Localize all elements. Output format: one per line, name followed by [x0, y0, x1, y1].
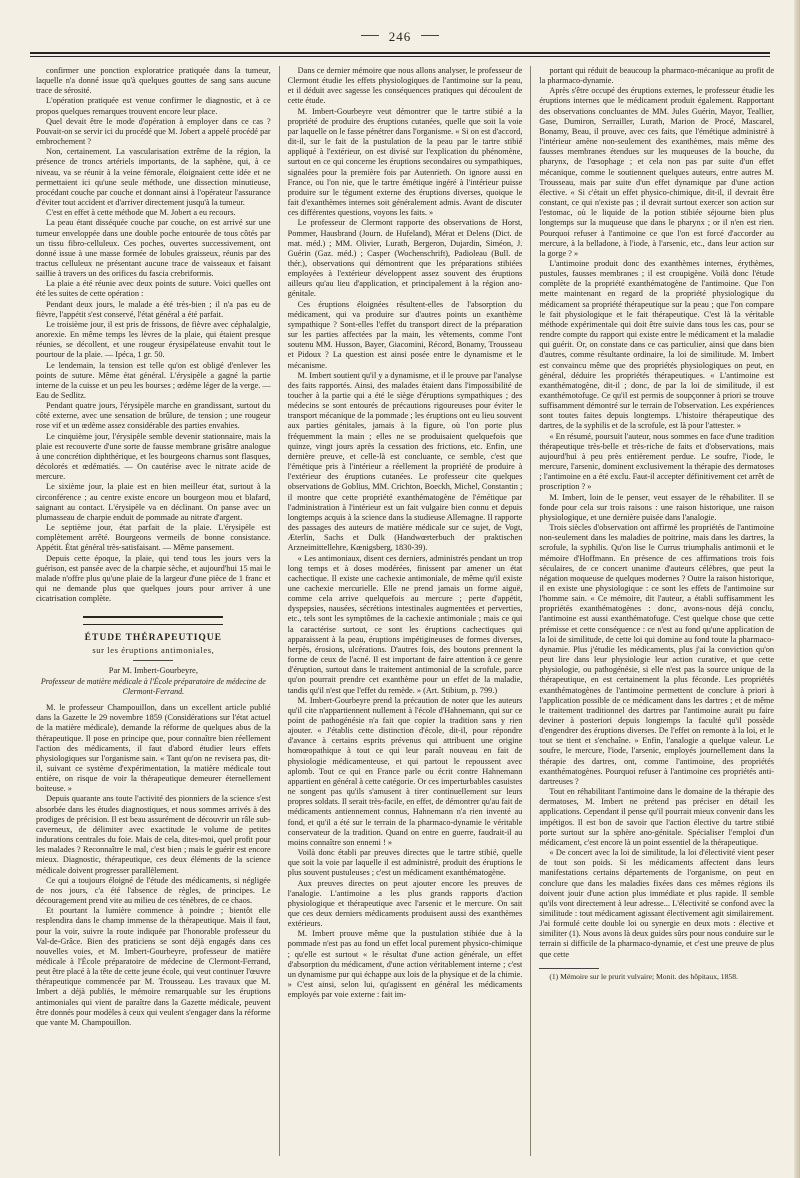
paragraph: M. le professeur Champouillon, dans un excellent article publié dans la Gazette le 29 novembre 1859 (Considérations sur l'état actuel de la matière médicale), demande la réforme de quelques abus de la thérapeutique. Il pose en principe que, pour connaître bien réellement l'action des médicaments, il faut d'abord étudier leurs effets physiologiques sur l'organisme sain. « Tant qu'on ne revisera pas, dit-il, suivant ce système d'expérimentation, la matière médicale tout entière, on risque de voir la thérapeutique demeurer éternellement boiteuse. »	[36, 703, 271, 794]
paragraph: M. Imbert-Gourbeyre veut démontrer que le tartre stibié a la propriété de produire des éruptions cutanées, quelle que soit la voie par laquelle on le fasse pénétrer dans l'organisme. « Si on est d'accord, dit-il, sur le fait de la pustulation de la peau par le tartre stibié appliqué à l'extérieur, on est divisé sur l'explication du phénomène, surtout en ce qui concerne les éruptions secondaires ou sympathiques, signalées pour la première fois par Autenrieth. On ignore aussi en France, ou l'on nie, que le tartre émétique ingéré à l'intérieur puisse produire sur le tégument externe des éruptions diverses, quoique le fait d'exanthèmes internes soit généralement admis. Avant de discuter ces différentes questions, voyons les faits. »	[287, 106, 523, 218]
article-paragraphs	[36, 703, 271, 1028]
page-header	[30, 26, 770, 48]
left-paragraphs	[36, 66, 271, 604]
paragraph: Voilà donc établi par preuves directes que le tartre stibié, quelle que soit la voie par laquelle il est administré, produit des éruptions le plus souvent pustuleuses ; c'est un médicament exanthématogène.	[287, 848, 523, 878]
paragraph: Le troisième jour, il est pris de frissons, de fièvre avec céphalalgie, anorexie. En même temps les lèvres de la plaie, qui étaient presque réunies, se décollent, et une rougeur érysipélateuse envahit tout le pourtour de la plaie. — Ipéca, 1 gr. 50.	[36, 319, 271, 360]
column-left	[36, 66, 271, 1156]
paragraph: M. Imbert, loin de le penser, veut essayer de le réhabiliter. Il se fonde pour cela sur trois raisons : une raison historique, une raison physiologique, et une dernière puisée dans l'analogie.	[539, 492, 775, 522]
header-rule-thin	[30, 56, 770, 57]
paragraph: M. Imbert prouve même que la pustulation stibiée due à la pommade n'est pas au fond un effet local purement physico-chimique ; qu'elle est surtout « le résultat d'une action générale, un effet d'absorption du médicament, d'une action véritablement interne ; c'est un dynamisme pur qui échappe aux lois de la physique et de la chimie. » C'est ainsi, selon lui, qu'agissent en général les médicaments employés par voie externe : fait im-	[287, 929, 523, 1000]
header-rule	[30, 52, 770, 54]
middle-paragraphs	[288, 66, 523, 1000]
paragraph: confirmer une ponction exploratrice pratiquée dans la tumeur, laquelle n'a donné issue qu'à quelques gouttes de sang sans aucune trace de sérosité.	[36, 66, 271, 96]
paragraph: Après s'être occupé des éruptions externes, le professeur étudie les éruptions internes que le médicament produit également. Rapportant des observations concluantes de MM. Jules Guérin, Mayor, Teallier, Gase, Dumiron, Serrailler, Lurath, Marion de Procé, Mascarel, Bonamy, Beau, il prouve, avec ces faits, que l'émétique administré à l'intérieur amène non-seulement des exanthèmes, mais même des fausses membranes étendues sur les muqueuses de la bouche, du pharynx, de l'œsophage ; et cela non pas par suite d'un effet mécanique, comme le soutiennent quelques auteurs, entre autres M. Trousseau, mais par suite d'un effet dynamique par d'une action élective. « Si c'était un effet physico-chimique, dit-il, il devrait être constant, ce qui n'existe pas ; il devrait surtout exercer son action sur l'estomac, où le liquide de la potion stibiée séjourne bien plus longtemps sur la muqueuse que dans le pharynx ; or il n'en est rien. Pourquoi refuser à l'antimoine ce que l'on est forcé d'accorder au mercure, à la belladone, à l'iode, à l'arsenic, etc., dans leur action sur la gorge ? »	[539, 86, 775, 258]
paragraph: Tout en réhabilitant l'antimoine dans le domaine de la thérapie des dermatoses, M. Imbert ne prétend pas préciser en détail les applications. Cependant il pense qu'il pourrait mieux convenir dans les impétigos. Il est bon de savoir que l'action élective du tartre stibié porte surtout sur la sphère ano-génitale. Spécialiser l'emploi d'un médicament, c'est encore là un point essentiel de la thérapeutique.	[539, 787, 775, 847]
paragraph: Quel devait être le mode d'opération à employer dans ce cas ? Pouvait-on se servir ici du procédé que M. Jobert a appelé procédé par embrochement ?	[36, 116, 271, 147]
paragraph: Le lendemain, la tension est telle qu'on est obligé d'enlever les points de suture. Même état général. L'érysipèle a gagné la partie interne de la cuisse et un peu les bourses ; œdème léger de la verge. — Eau de Sedlitz.	[36, 360, 271, 400]
header-dash-left	[361, 35, 379, 36]
article-affiliation: Professeur de matière médicale à l'École préparatoire de médecine de Clermont-Ferrand.	[40, 676, 266, 696]
article-title: ÉTUDE THÉRAPEUTIQUE	[84, 633, 222, 644]
page-number: 246	[388, 29, 412, 44]
paragraph: Pendant quatre jours, l'érysipèle marche en grandissant, surtout du côté externe, avec une sensation de brûlure, de tension ; une rougeur rose vif et un œdème assez considérable des parties envahies.	[36, 401, 271, 431]
paragraph: Pendant deux jours, le malade a été très-bien ; il n'a pas eu de fièvre, l'appétit s'est conservé, l'état général a été parfait.	[36, 299, 271, 319]
paragraph: La plaie a été réunie avec deux points de suture. Voici quelles ont été les suites de cette opération :	[36, 279, 271, 299]
paragraph: La peau étant disséquée couche par couche, on est arrivé sur une tumeur enveloppée dans une double poche entourée de tous côtés par un tissu fibro-celluleux. Ces poches, ouvertes successivement, ont donné issue à une masse formée de lobules graisseux, réunis par des tractus celluleux ne présentant aucune trace de vaisseaux et faisant saillie à travers un des orifices du fascia crebriformis.	[36, 218, 271, 279]
paragraph: Ce qui a toujours éloigné de l'étude des médicaments, si négligée de nos jours, c'a été l'absence de règles, de principes. Le découragement prend vite au milieu de ces ténèbres, de ce chaos.	[36, 875, 271, 906]
paragraph: Ces éruptions éloignées résultent-elles de l'absorption du médicament, qui va produire sur d'autres points un exanthème sympathique ? Sont-elles l'effet du transport direct de la préparation sur les parties affectées par la main, les vêtements, comme l'ont soutenu MM. Husson, Bayer, Giacomini, Récord, Bonamy, Trousseau et Pidoux ? La question est ainsi posée entre le dynamisme et le mécanisme.	[287, 299, 523, 370]
paragraph: M. Imbert soutient qu'il y a dynamisme, et il le prouve par l'analyse des faits rapportés. Ainsi, des malades étaient dans l'impossibilité de toucher à la partie qui a été le siège d'éruptions sympathiques ; des médecins se sont entourés de précautions rigoureuses pour éviter le transport mécanique de la pommade ; les éruptions ont eu lieu souvent aux parties génitales, jamais à la figure, où l'on porte plus fréquemment la main ; elles ne se produisaient quelquefois que quinze, vingt jours après la cessation des frictions, etc. Enfin, une dernière preuve, et celle-là est concluante, ce semble, c'est que l'émétique pris à l'intérieur a réellement la propriété de produire à l'extérieur des éruptions cutanées. Le professeur cite quelques observations de Goblius, MM. Crichton, Boeckh, Michel, Constantin ; il montre que cette propriété exanthématogène de l'émétique par l'administration à l'intérieur est un fait vulgaire bien connu et depuis longtemps acquis à la science dans la studieuse Allemagne. Il rapporte des passages des auteurs de matière médicale sur ce sujet, de Vogt, Æterlin, Sachs et Dulk (Handwœrterbuch der praktischen Arzneimittellehre, Kœnigsberg, 1830-39).	[287, 370, 523, 553]
paragraph: L'antimoine produit donc des exanthèmes internes, érythèmes, pustules, fausses membranes ; il est croupigène. Voilà donc l'étude complète de la propriété exanthématogène de l'antimoine. Que l'on mette maintenant en regard de la propriété physiologique du médicament sa propriété thérapeutique sur la peau ; que l'on compare le fait physiologique et le fait thérapeutique. C'est là la véritable méthode expérimentale qui doit être suivie dans tous les cas, pour se rendre compte du rapport qui existe entre le médicament et la maladie qui guérit. Or, on constate dans ce cas particulier, ainsi que dans bien d'autres, comme résultante ordinaire, la loi de similitude. M. Imbert est convaincu même que des propriétés physiologiques on peut, en général, déduire les propriétés thérapeutiques. « L'antimoine est exanthématogène, dit-il ; donc, de par la loi de similitude, il est exanthémotofuge. Ce qu'il est permis de soupçonner à priori se trouve suffisamment démontré sur le terrain de l'observation. Les expériences sont toutes faites depuis longtemps. L'histoire thérapeutique des dartres, de la syphilis et de la scrofule, est là pour l'attester. »	[539, 258, 775, 431]
paragraph: Trois siècles d'observation ont affirmé les propriétés de l'antimoine non-seulement dans les maladies de poitrine, mais dans les dartres, la scrofule, la syphilis. Qu'on lise le Currus triumphalis antimonii et le mémoire d'Hoffmann. En présence de ces affirmations trois fois séculaires, de ce concert unanime d'auteurs célèbres, que peut la négation moqueuse de quelques modernes ? Outre la raison historique, il en existe une physiologique : ce sont les effets de l'antimoine sur l'homme sain. « Ce mémoire, dit l'auteur, a établi suffisamment les propriétés exanthématogènes : donc, avons-nous déjà conclu, l'antimoine est aussi exanthématofuge. C'est quelque chose que cette prémisse et cette conséquence : ce n'est au fond qu'une application de la loi de similitude, de cette loi qui domine au fond toute la pharmaco-dynamie. Plus j'étudie les médicaments, plus j'ai la conviction qu'on peut lire dans leur physiologie leur action curative, et que cette physiologie, ou pathogénésie, si elle n'est pas la source unique de la thérapeutique, en est certainement la plus féconde. Les propriétés exanthématogènes de l'antimoine permettent de conclure à priori à l'application possible de ce médicament dans les dartres ; et de même le traitement traditionnel des dartres par l'antimoine aurait pu faire deviner à posteriori depuis longtemps la faculté qu'il possède d'engendrer des éruptions diverses. De l'effet on remonte à la loi, et le tout se tient et s'enchaîne. » Enfin, l'analogie a quelque valeur. Le soufre, le mercure, l'iode, l'arsenic, employés journellement dans la thérapie des dartres, ont, comme l'antimoine, des propriétés exanthématogènes. Pourquoi refuser à l'antimoine ces propriétés anti-dartreuses ?	[539, 523, 775, 786]
article-subtitle: sur les éruptions antimoniales,	[92, 645, 215, 656]
paragraph: Le professeur de Clermont rapporte des observations de Horst, Pommer, Hausbrand (Journ. de Hufeland), Mérat et Delens (Dict. de mat. méd.) ; MM. Olivier, Lurath, Bergeron, Dujardin, Siméon, J. Guérin (Gaz. méd.) ; Casper (Wochenschrift), Padioleau (Bull. de thér.), observations qui démontrent que les préparations stibiées employées à l'extérieur développent assez souvent des éruptions ailleurs qu'au lieu d'application, et principalement à la région ano-génitale.	[287, 218, 523, 299]
paragraph: L'opération pratiquée est venue confirmer le diagnostic, et à ce propos quelques remarques trouvent encore leur place.	[36, 96, 271, 116]
column-separator	[279, 66, 280, 1156]
scan-edge	[794, 0, 800, 1178]
right-paragraphs	[539, 66, 774, 960]
footnote: (1) Mémoire sur le prurit vulvaire; Monit. des hôpitaux, 1858.	[549, 971, 738, 981]
column-right	[539, 66, 774, 1156]
column-separator	[530, 66, 531, 1156]
paragraph: Et pourtant la lumière commence à poindre ; bientôt elle resplendira dans le champ immense de la thérapeutique. Mais il faut, pour la voir, suivre la route indiquée par l'honorable professeur du Val-de-Grâce. Bien des praticiens se sont déjà engagés dans ces nouvelles voies, et M. Imbert-Gourbeyre, professeur de matière médicale à l'École préparatoire de médecine de Clermont-Ferrand, peut être placé à la tête de cette jeune école, qui veut continuer l'œuvre thérapeutique commencée par M. Trousseau. Les travaux que M. Imbert a déjà publiés, le mémoire remarquable sur les éruptions antimoniales qui vient de paraître dans la Gazette médicale, peuvent être donnés pour modèles à ceux qui veulent s'engager dans la réforme que vante M. Champouillon.	[36, 906, 271, 1027]
paragraph: « En résumé, poursuit l'auteur, nous sommes en face d'une tradition thérapeutique très-belle et très-riche de faits et d'observations, mais aujourd'hui à peu près entièrement perdue. Le soufre, l'iode, le mercure, l'arsenic, dominent exclusivement la thérapie des dermatoses ; l'antimoine en a été exclu. Faut-il accepter définitivement cet arrêt de proscription ? »	[539, 431, 775, 492]
paragraph: Le cinquième jour, l'érysipèle semble devenir stationnaire, mais la plaie est recouverte d'une sorte de fausse membrane grisâtre analogue à une concrétion diphthérique, et les bourgeons charnus sont flasques, décolorés et œdématiés. — On cautérise avec le nitrate acide de mercure.	[36, 431, 271, 482]
column-middle	[288, 66, 523, 1156]
paragraph: Aux preuves directes on peut ajouter encore les preuves de l'analogie. L'antimoine a les plus grands rapports d'action physiologique et thérapeutique avec l'arsenic et le mercure. On sait que ces deux derniers médicaments produisent aussi des exanthèmes extérieurs.	[287, 878, 523, 929]
article-author: Par M. Imbert-Gourbeyre,	[108, 664, 198, 675]
paragraph: C'est en effet à cette méthode que M. Jobert a eu recours.	[46, 208, 236, 218]
paragraph: M. Imbert-Gourbeyre prend la précaution de noter que les auteurs qu'il cite n'appartiennent nullement à l'école d'Hahnemann, qui sur ce point de pathogénésie n'a fait que copier la tradition sans y rien ajouter. « J'établis cette distinction d'école, dit-il, pour répondre d'avance à certains esprits prévenus qui attribuent une origine homœopathique à tout ce qui leur paraît nouveau en fait de physiologie médicamenteuse, et qui partout le repoussent avec aplomb. Tout ce qui en France parle ou écrit contre Hahnemann appartient en général à cette catégorie. Or ces imperturbables casuistes ne songent pas qu'ils s'amusent à tirer continuellement sur leurs propres soldats. Il serait très-facile, en effet, de démontrer qu'au fait de médicaments antiennement connus, Hahnemann n'a rien inventé au fond, et qu'il a été sur le terrain de la pharmaco-dynamie le véritable conservateur de la tradition. Quand on entre en guerre, faudrait-il au moins connaître son ennemi ! »	[287, 695, 523, 847]
article-divider	[83, 616, 223, 625]
paragraph: portant qui réduit de beaucoup la pharmaco-mécanique au profit de la pharmaco-dynamie.	[539, 66, 775, 86]
paragraph: Depuis quarante ans toute l'activité des pionniers de la science s'est absorbée dans les études diagnostiques, et nous sommes arrivés à des prodiges de précision. Il est beau assurément de découvrir un râle sub-caverneux, de délimiter avec exactitude le volume de petites indurations centrales du foie. Mais de cela, dites-moi, quel profit pour les malades ? Reconnaître le mal, c'est bien ; mais le guérir est encore mieux. Diagnostic, thérapeutique, ces deux éléments de la science médicale doivent progresser parallèlement.	[36, 794, 271, 875]
title-rule	[133, 660, 173, 661]
paragraph: « Les antimoniaux, disent ces derniers, administrés pendant un trop long temps et à doses modérées, finissent par amener un état cachectique. Il existe une cachexie antimoniale, de même qu'il existe une cachexie mercurielle. Elle ne prend jamais un forme aiguë, comme cela arrive quelquefois au mercure ; perte d'appétit, dyspepsies, nausées, sécrétions intestinales augmentées et perverties, etc., tels sont les symptômes de la cachexie antimoniale ; mais ce qui la caractérise surtout, ce sont les éruptions cachectiques qui apparaissent à la peau, éruptions impétigineuses de formes diverses, herpès, érosions, ulcérations. D'autres fois, des boutons prennent la forme de ceux de l'acné. Il est important de faire attention à ce genre d'éruption, surtout dans le traitement antimonial de la scrofule, parce qu'on pourrait prendre cet exanthème pour un effet de la maladie, tandis qu'il n'est que l'effet du remède. » (Art. Stibium, p. 799.)	[287, 553, 523, 695]
paragraph: Non, certainement. La vascularisation extrême de la région, la présence de troncs artériels importants, de la saphène, qui, à ce niveau, va se réunir à la veine fémorale, éloignaient cette idée et ne permettaient ici qu'une seule méthode, une dissection minutieuse, procédant couche par couche et donnant ainsi à l'opérateur l'assurance d'éviter tout accident et d'arriver directement jusqu'à la tumeur.	[36, 147, 271, 208]
footnote-rule	[539, 968, 599, 969]
paragraph: « De concert avec la loi de similitude, la loi d'électivité vient peser de tout son poids. Si les médicaments affectent dans leurs manifestations certains départements de l'organisme, on peut en conclure que dans les maladies fixées dans ces mêmes régions ils doivent jouir d'une action plus immédiate et plus rapide. Il semble qu'ils vont directement à leur adresse... L'électivité se confond avec la similitude : tout médicament agissant électivement agit similairement. J'ai formulé cette double loi ou synergie en deux mots : élective et similiter (1). Nous avons là deux guides sûrs pour nous conduire sur le terrain si difficile de la pharmaco-dynamie, et c'est une preuve de plus que cette	[539, 848, 775, 959]
header-dash-right	[421, 35, 439, 36]
paragraph: Le sixième jour, la plaie est en bien meilleur état, surtout à la circonférence ; au centre existe encore un bourgeon mou et blafard, saignant au contact. L'érysipèle va en déclinant. On panse avec un plumasseau de charpie enduit de pommade au nitrate d'argent.	[36, 482, 271, 522]
text-columns	[36, 66, 774, 1156]
paragraph: Dans ce dernier mémoire que nous allons analyser, le professeur de Clermont étudie les effets physiologiques de l'antimoine sur la peau, et il déduit avec sagesse les conséquences pratiques qui découlent de cette étude.	[287, 66, 523, 106]
paragraph: Depuis cette époque, la plaie, qui tend tous les jours vers la guérison, est pansée avec de la charpie sèche, et aujourd'hui 15 mai le malade n'offre plus qu'une plaie de la largeur d'une pièce de 1 franc et qui ne demande plus que quelques jours pour arriver à une cicatrisation complète.	[36, 553, 271, 604]
paragraph: Le septième jour, état parfait de la plaie. L'érysipèle est complètement arrêté. Bourgeons vermeils de bonne consistance. Appétit. État général très-satisfaisant. — Même pansement.	[36, 523, 271, 553]
